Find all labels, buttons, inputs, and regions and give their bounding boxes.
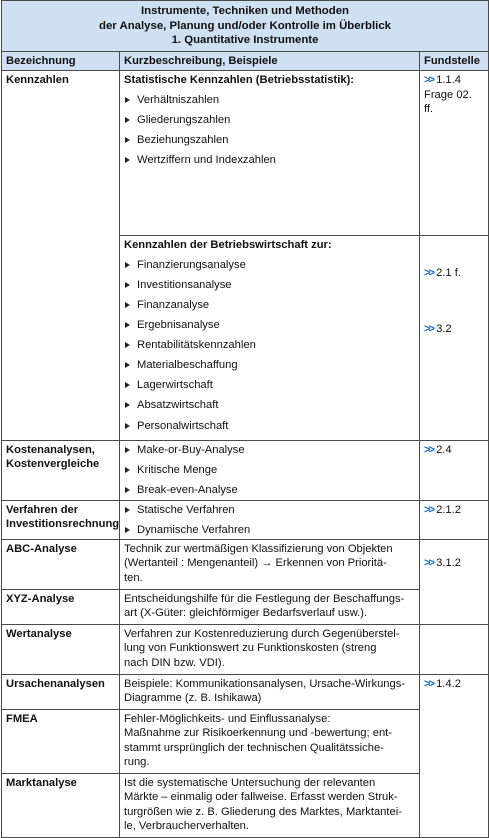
double-chevron-right-icon: >> — [424, 677, 434, 690]
row-desc-fmea: Fehler-Möglichkeits- und Einflussanalyse: Maßnahme zur Risikoerkennung und -bewertung; ent- stammt ursprünglich der technischen Qualitätssiche- rung. — [120, 709, 420, 773]
bullet-list — [124, 503, 415, 538]
bullet-list — [124, 443, 415, 499]
row-ref-abc-xyz: >> 3.1.2 — [420, 539, 489, 624]
table-row — [2, 709, 489, 773]
list-item: Investitionsanalyse — [124, 278, 415, 298]
triangle-bullet-icon — [125, 527, 130, 533]
row-ref-kennzahlen-2: >> 2.1 f. >> 3.2 — [420, 236, 489, 440]
list-item: Statische Verfahren — [124, 503, 415, 523]
list-item: Wertziffern und Indexzahlen — [124, 153, 415, 173]
bullet-list — [124, 93, 415, 173]
list-item: Gliederungszahlen — [124, 113, 415, 133]
triangle-bullet-icon — [125, 302, 130, 308]
double-chevron-right-icon: >> — [424, 443, 434, 456]
row-desc-investitionsrechnung — [120, 500, 420, 539]
row-desc-kostenanalysen — [120, 440, 420, 500]
row-name-fmea: FMEA — [2, 709, 120, 773]
row-ref-kennzahlen-1: >> 1.1.4 Frage 02. ff. — [420, 71, 489, 236]
row-desc-xyz-analyse: Entscheidungshilfe für die Festlegung der Beschaffungs- art (X-Güter: gleichförmiger Bedarfsverlauf usw.). — [120, 589, 420, 624]
row-desc-betriebswirtschaft — [120, 236, 420, 440]
row-desc-statistische-kennzahlen — [120, 71, 420, 236]
subheading-statistische: Statistische Kennzahlen (Betriebsstatistik): — [124, 74, 355, 87]
list-item: Finanzanalyse — [124, 298, 415, 318]
double-chevron-right-icon: >> — [424, 267, 434, 280]
triangle-bullet-icon — [125, 97, 130, 103]
column-header-fundstelle: Fundstelle — [420, 51, 489, 71]
list-item: Beziehungszahlen — [124, 133, 415, 153]
list-item: Rentabilitätskennzahlen — [124, 338, 415, 358]
triangle-bullet-icon — [125, 507, 130, 513]
column-header-bezeichnung: Bezeichnung — [2, 51, 120, 71]
table-row — [2, 674, 489, 709]
row-ref-wertanalyse — [420, 624, 489, 674]
table-row — [2, 500, 489, 539]
list-item: Ergebnisanalyse — [124, 318, 415, 338]
list-item: Finanzierungsanalyse — [124, 258, 415, 278]
row-ref-ursachen-fmea-markt: >> 1.4.2 — [420, 674, 489, 837]
row-name-kostenanalysen: Kostenanalysen, Kostenvergleiche — [2, 440, 120, 500]
triangle-bullet-icon — [125, 423, 130, 429]
double-chevron-right-icon: >> — [424, 322, 434, 335]
list-item: Make-or-Buy-Analyse — [124, 443, 415, 463]
triangle-bullet-icon — [125, 262, 130, 268]
row-name-xyz-analyse: XYZ-Analyse — [2, 589, 120, 624]
list-item: Absatzwirtschaft — [124, 398, 415, 418]
column-header-kurzbeschreibung: Kurzbeschreibung, Beispiele — [120, 51, 420, 71]
row-name-marktanalyse: Marktanalyse — [2, 773, 120, 837]
table-row — [2, 71, 489, 236]
table-row — [2, 773, 489, 837]
list-item: Break-even-Analyse — [124, 483, 415, 499]
list-item: Materialbeschaffung — [124, 358, 415, 378]
double-chevron-right-icon: >> — [424, 503, 434, 516]
row-name-ursachenanalysen: Ursachenanalysen — [2, 674, 120, 709]
column-header-row — [2, 51, 489, 71]
row-ref-investitionsrechnung: >> 2.1.2 — [420, 500, 489, 539]
title-line-2: der Analyse, Planung und/oder Kontrolle im Überblick — [99, 19, 391, 32]
triangle-bullet-icon — [125, 282, 130, 288]
row-desc-abc-analyse: Technik zur wertmäßigen Klassifizierung von Objekten (Wertanteil : Mengenanteil) → Erkennen von Prioritä- ten. — [120, 539, 420, 589]
row-name-wertanalyse: Wertanalyse — [2, 624, 120, 674]
list-item: Verhältniszahlen — [124, 93, 415, 113]
list-item: Dynamische Verfahren — [124, 523, 415, 538]
table-title — [2, 1, 489, 52]
bullet-list — [124, 258, 415, 439]
triangle-bullet-icon — [125, 342, 130, 348]
triangle-bullet-icon — [125, 467, 130, 473]
row-desc-marktanalyse: Ist die systematische Untersuchung der relevanten Märkte – einmalig oder fallweise. Erfasst werden Struk- turgrößen wie z. B. Gliederung des Marktes, Marktantei- le, Verbraucherverhalten. — [120, 773, 420, 837]
row-desc-ursachenanalysen: Beispiele: Kommunikationsanalysen, Ursache-Wirkungs- Diagramme (z. B. Ishikawa) — [120, 674, 420, 709]
row-ref-kostenanalysen: >> 2.4 — [420, 440, 489, 500]
row-name-abc-analyse: ABC-Analyse — [2, 539, 120, 589]
title-line-3: 1. Quantitative Instrumente — [171, 34, 319, 47]
row-name-kennzahlen: Kennzahlen — [2, 71, 120, 440]
list-item: Kritische Menge — [124, 463, 415, 483]
list-item: Lagerwirtschaft — [124, 378, 415, 398]
double-chevron-right-icon: >> — [424, 556, 434, 569]
triangle-bullet-icon — [125, 362, 130, 368]
triangle-bullet-icon — [125, 322, 130, 328]
table-row — [2, 539, 489, 589]
overview-table — [1, 0, 489, 838]
table-row — [2, 624, 489, 674]
triangle-bullet-icon — [125, 487, 130, 493]
title-line-1: Instrumente, Techniken und Methoden — [141, 5, 349, 17]
table-row — [2, 440, 489, 500]
triangle-bullet-icon — [125, 447, 130, 453]
triangle-bullet-icon — [125, 137, 130, 143]
triangle-bullet-icon — [125, 382, 130, 388]
double-chevron-right-icon: >> — [424, 74, 434, 87]
triangle-bullet-icon — [125, 157, 130, 163]
subheading-betriebswirtschaft: Kennzahlen der Betriebswirtschaft zur: — [124, 239, 332, 252]
triangle-bullet-icon — [125, 117, 130, 123]
row-desc-wertanalyse: Verfahren zur Kostenreduzierung durch Gegenüberstel- lung von Funktionswert zu Funktionskosten (streng nach DIN bzw. VDI). — [120, 624, 420, 674]
row-name-investitionsrechnung: Verfahren der Investitionsrechnung — [2, 500, 120, 539]
triangle-bullet-icon — [125, 402, 130, 408]
table-row — [2, 589, 489, 624]
list-item: Personalwirtschaft — [124, 419, 415, 439]
